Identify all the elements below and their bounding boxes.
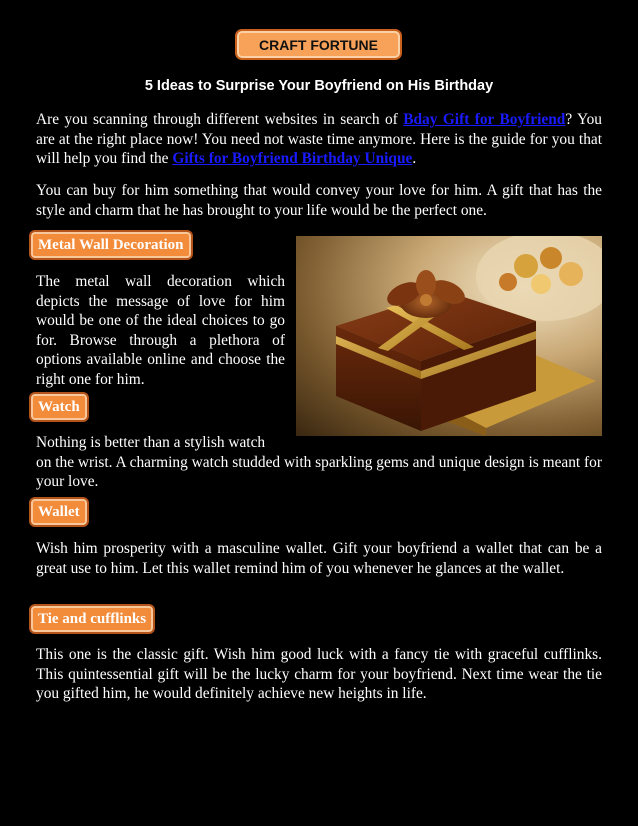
intro-text-1: Are you scanning through different websites in search of	[36, 111, 404, 128]
section-body-watch	[36, 433, 602, 492]
section-heading-tie: Tie and cufflinks	[29, 604, 155, 634]
section-body-metal-wall: The metal wall decoration which depicts the message of love for him would be one of the ideal choices to go for. Browse through a plethora of options available online and choose the right one for him.	[36, 273, 285, 388]
brand-badge: CRAFT FORTUNE	[235, 29, 402, 60]
intro-text-2: ? You are at the right place now! You need not waste time anymore. Here is the guide for you that will help you find the	[36, 111, 602, 167]
intro-text-3: .	[412, 150, 417, 167]
watch-line-1: Nothing is better than a stylish watch	[36, 434, 266, 451]
section-heading-watch: Watch	[29, 392, 89, 422]
section-heading-metal-wall: Metal Wall Decoration	[29, 230, 193, 260]
section-body-wallet: Wish him prosperity with a masculine wallet. Gift your boyfriend a wallet that can be a great use to him. Let this wallet remind him of you whenever he glances at the wallet.	[36, 540, 602, 577]
link-bday-gift[interactable]: Bday Gift for Boyfriend	[403, 111, 566, 128]
section-body-tie: This one is the classic gift. Wish him good luck with a fancy tie with graceful cufflinks. This quintessential gift will be the lucky charm for your boyfriend. Next time wear the tie you gifted him, he would definitely achieve new heights in life.	[36, 646, 602, 702]
paragraph-2: You can buy for him something that would convey your love for him. A gift that has the style and charm that he has brought to your life would be the perfect one.	[36, 182, 602, 219]
section-heading-wallet: Wallet	[29, 497, 89, 527]
link-gifts-unique[interactable]: Gifts for Boyfriend Birthday Unique	[172, 150, 413, 167]
intro-paragraph	[36, 110, 602, 169]
gift-box-photo	[296, 236, 602, 436]
watch-line-rest: on the wrist. A charming watch studded with sparkling gems and unique design is meant for your love.	[36, 453, 602, 490]
page-title: 5 Ideas to Surprise Your Boyfriend on His Birthday	[144, 78, 494, 94]
